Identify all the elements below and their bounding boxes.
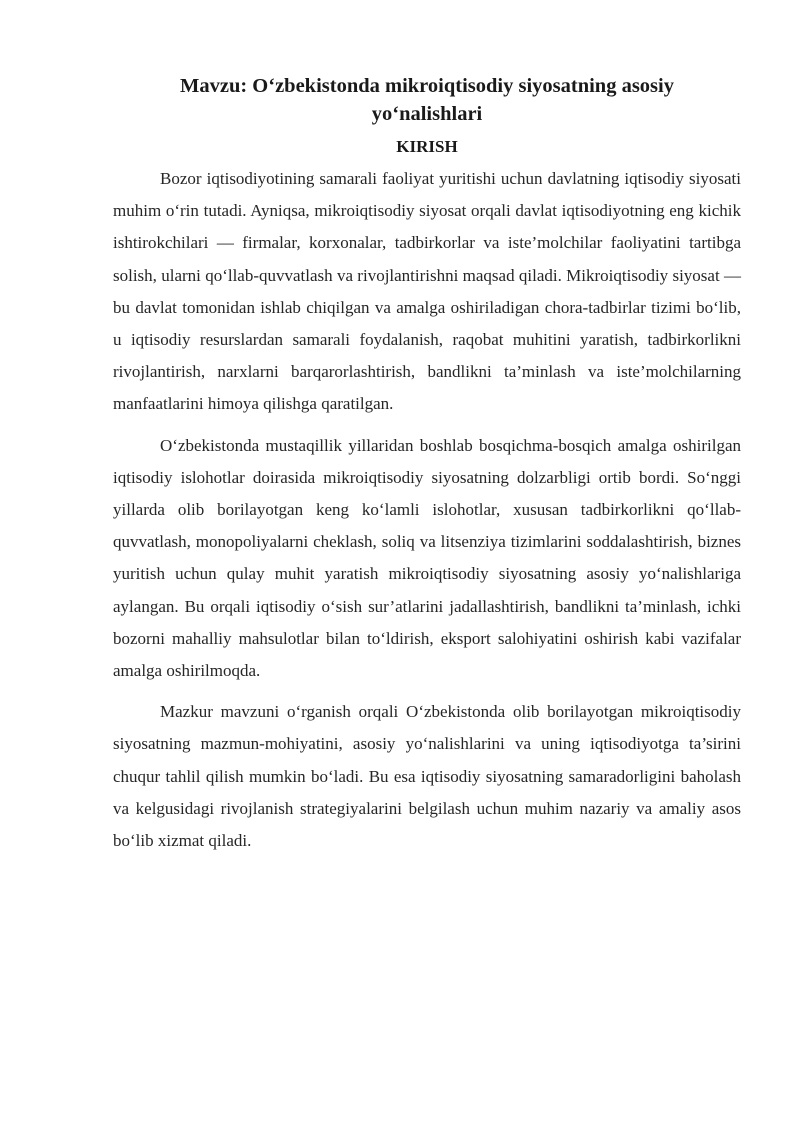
document-title: Mavzu: O‘zbekistonda mikroiqtisodiy siyosatning asosiy yo‘nalishlari [180,75,674,125]
document-page [113,72,741,866]
paragraph-1: Bozor iqtisodiyotining samarali faoliyat yuritishi uchun davlatning iqtisodiy siyosati muhim o‘rin tutadi. Ayniqsa, mikroiqtisodiy siyosat orqali davlat iqtisodiyotning eng kichik ishtirokchilari — firmalar, korxonalar, tadbirkorlar va iste’molchilar faoliyatini tartibga solish, ularni qo‘llab-quvvatlash va rivojlantirishni maqsad qiladi. Mikroiqtisodiy siyosat — bu davlat tomonidan ishlab chiqilgan va amalga oshiriladigan chora-tadbirlar tizimi bo‘lib, u iqtisodiy resurslardan samarali foydalanish, raqobat muhitini yaratish, tadbirkorlikni rivojlantirish, narxlarni barqarorlashtirish, bandlikni ta’minlash va iste’molchilarning manfaatlarini himoya qilishga qaratilgan. [113,169,741,414]
section-heading: KIRISH [396,137,458,156]
paragraph-2: O‘zbekistonda mustaqillik yillaridan boshlab bosqichma-bosqich amalga oshirilgan iqtisodiy islohotlar doirasida mikroiqtisodiy siyosatning dolzarbligi ortib bordi. So‘nggi yillarda olib borilayotgan keng ko‘lamli islohotlar, xususan tadbirkorlikni qo‘llab-quvvatlash, monopoliyalarni cheklash, soliq va litsenziya tizimlarini soddalashtirish, biznes yuritish uchun qulay muhit yaratish mikroiqtisodiy siyosatning asosiy yo‘nalishlariga aylangan. Bu orqali iqtisodiy o‘sish sur’atlarini jadallashtirish, bandlikni ta’minlash, ichki bozorni mahalliy mahsulotlar bilan to‘ldirish, eksport salohiyatini oshirish kabi vazifalar amalga oshirilmoqda. [113,435,741,681]
paragraph-3: Mazkur mavzuni o‘rganish orqali O‘zbekistonda olib borilayotgan mikroiqtisodiy siyosatning mazmun-mohiyatini, asosiy yo‘nalishlarini va uning iqtisodiyotga ta’sirini chuqur tahlil qilish mumkin bo‘ladi. Bu esa iqtisodiy siyosatning samaradorligini baholash va kelgusidagi rivojlanish strategiyalarini belgilash uchun muhim nazariy va amaliy asos bo‘lib xizmat qiladi. [113,702,741,851]
